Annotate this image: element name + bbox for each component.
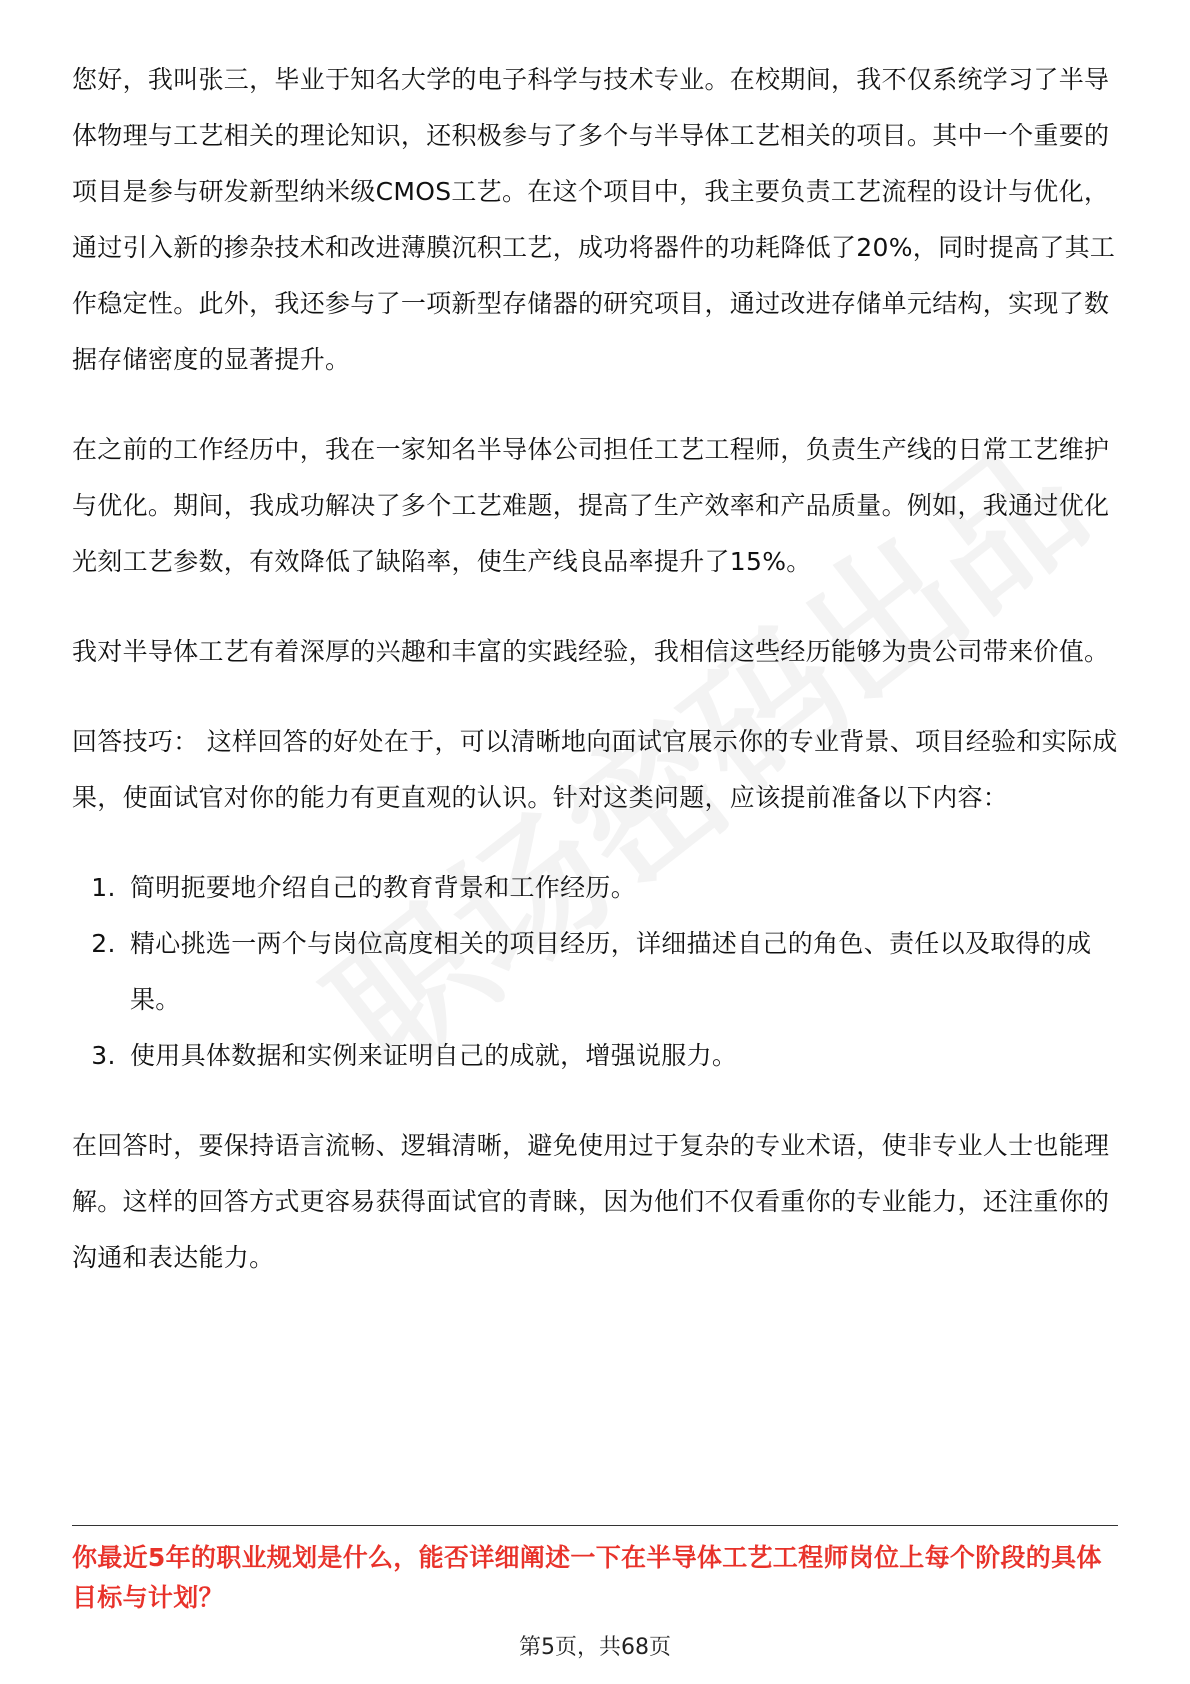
section-divider xyxy=(72,1525,1118,1526)
page-number: 第5页，共68页 xyxy=(519,1635,671,1660)
advice-paragraph: 在回答时，要保持语言流畅、逻辑清晰，避免使用过于复杂的专业术语，使非专业人士也能理解。这样的回答方式更容易获得面试官的青睐，因为他们不仅看重你的专业能力，还注重你的沟通和表达能力。 xyxy=(72,1131,1110,1272)
list-item: 2. 精心挑选一两个与岗位高度相关的项目经历，详细描述自己的角色、责任以及取得的成果。 xyxy=(124,916,1118,1028)
document-body xyxy=(72,52,1118,1320)
tips-intro-paragraph: 回答技巧： 这样回答的好处在于，可以清晰地向面试官展示你的专业背景、项目经验和实际成果，使面试官对你的能力有更直观的认识。针对这类问题，应该提前准备以下内容： xyxy=(72,727,1118,812)
intro-paragraph: 您好，我叫张三，毕业于知名大学的电子科学与技术专业。在校期间，我不仅系统学习了半导体物理与工艺相关的理论知识，还积极参与了多个与半导体工艺相关的项目。其中一个重要的项目是参与研发新型纳米级CMOS工艺。在这个项目中，我主要负责工艺流程的设计与优化，通过引入新的掺杂技术和改进薄膜沉积工艺，成功将器件的功耗降低了20%，同时提高了其工作稳定性。此外，我还参与了一项新型存储器的研究项目，通过改进存储单元结构，实现了数据存储密度的显著提升。 xyxy=(72,65,1116,374)
closing-paragraph: 我对半导体工艺有着深厚的兴趣和丰富的实践经验，我相信这些经历能够为贵公司带来价值。 xyxy=(72,637,1110,666)
tips-list xyxy=(72,860,1118,1084)
work-experience-paragraph: 在之前的工作经历中，我在一家知名半导体公司担任工艺工程师，负责生产线的日常工艺维护与优化。期间，我成功解决了多个工艺难题，提高了生产效率和产品质量。例如，我通过优化光刻工艺参数，有效降低了缺陷率，使生产线良品率提升了15%。 xyxy=(72,435,1110,576)
list-item: 1. 简明扼要地介绍自己的教育背景和工作经历。 xyxy=(124,860,1118,916)
list-item: 3. 使用具体数据和实例来证明自己的成就，增强说服力。 xyxy=(124,1028,1118,1084)
next-question-heading: 你最近5年的职业规划是什么，能否详细阐述一下在半导体工艺工程师岗位上每个阶段的具体目标与计划？ xyxy=(72,1543,1102,1612)
